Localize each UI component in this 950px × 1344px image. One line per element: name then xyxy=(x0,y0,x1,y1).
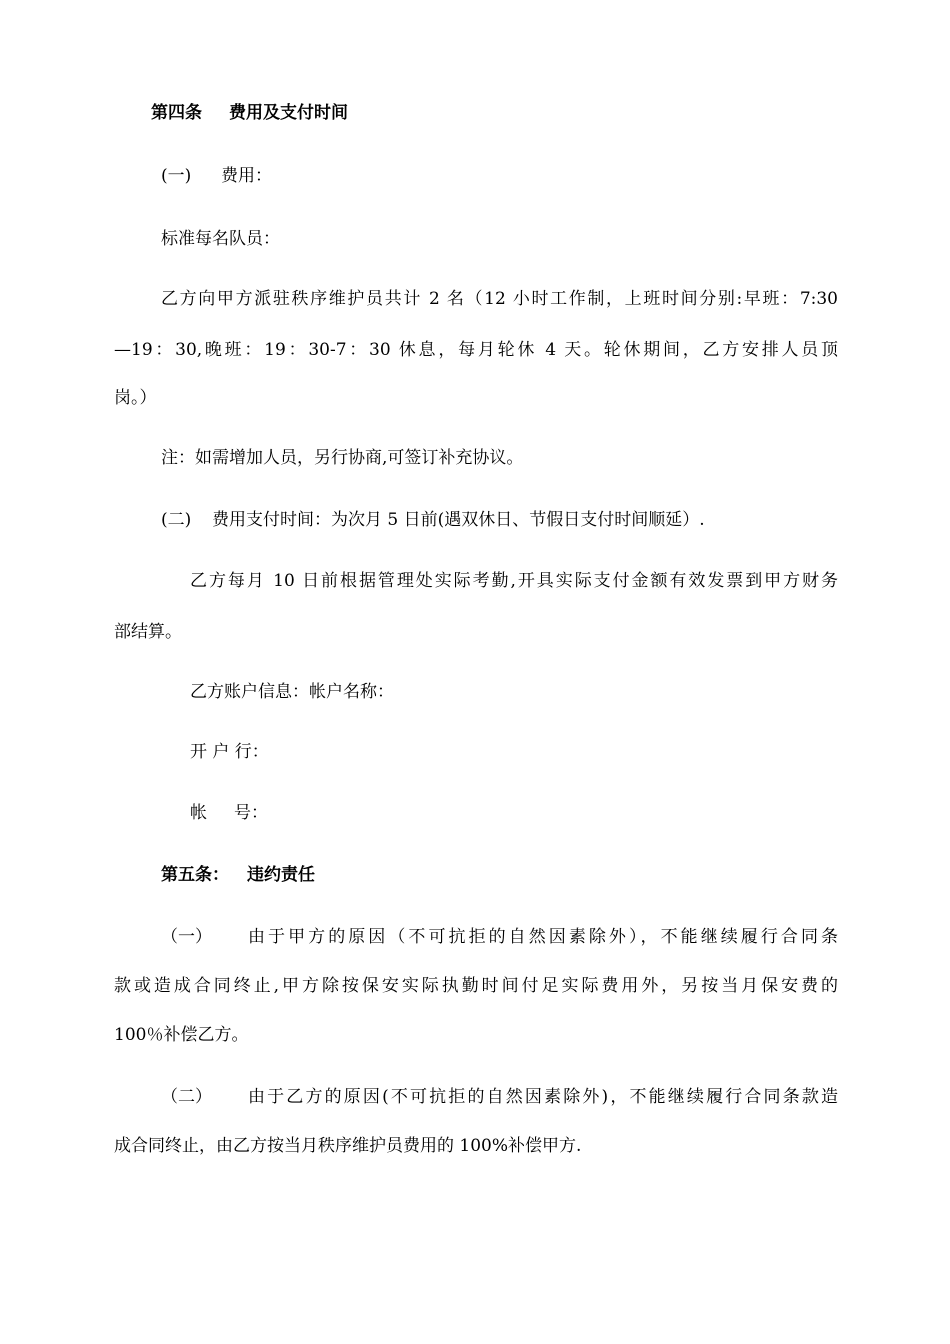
standard-per-member: 标准每名队员： xyxy=(161,229,280,249)
breach-1-line-3: 100％补偿乙方。 xyxy=(114,1025,249,1045)
breach-2-mark: （二） xyxy=(161,1087,212,1107)
account-info-label: 乙方账户信息：帐户名称： xyxy=(190,682,394,702)
bank-label: 开 户 行： xyxy=(190,742,269,762)
article-5-title: 违约责任 xyxy=(247,865,315,885)
subsection-1-title: 费用： xyxy=(221,166,272,186)
article-4-number: 第四条 xyxy=(151,103,202,123)
breach-1-line-2: 款或造成合同终止,甲方除按保安实际执勤时间付足实际费用外，另按当月保安费的 xyxy=(114,976,838,996)
subsection-2-mark: (二) xyxy=(161,510,192,530)
payment-time-text: 费用支付时间：为次月 5 日前(遇双休日、节假日支付时间顺延）. xyxy=(212,510,705,530)
note-paragraph: 注：如需增加人员，另行协商,可签订补充协议。 xyxy=(161,448,524,468)
staffing-paragraph-line-1: 乙方向甲方派驻秩序维护员共计 2 名（12 小时工作制，上班时间分别:早班：7:30 xyxy=(161,289,838,309)
subsection-1-mark: (一) xyxy=(161,166,192,186)
breach-2-line-1: 由于乙方的原因(不可抗拒的自然因素除外)，不能继续履行合同条款造 xyxy=(248,1087,838,1107)
breach-2-line-2: 成合同终止，由乙方按当月秩序维护员费用的 100%补偿甲方. xyxy=(114,1136,582,1156)
invoice-paragraph-line-2: 部结算。 xyxy=(114,622,182,642)
breach-1-line-1: 由于甲方的原因（不可抗拒的自然因素除外），不能继续履行合同条 xyxy=(248,927,838,947)
staffing-paragraph-line-3: 岗。） xyxy=(114,388,157,408)
article-4-title: 费用及支付时间 xyxy=(229,103,348,123)
breach-1-mark: （一） xyxy=(161,927,212,947)
staffing-paragraph-line-2: —19：30,晚班：19：30-7：30 休息，每月轮休 4 天。轮休期间，乙方安排人员顶 xyxy=(114,340,838,360)
invoice-paragraph-line-1: 乙方每月 10 日前根据管理处实际考勤,开具实际支付金额有效发票到甲方财务 xyxy=(190,571,838,591)
article-5-number: 第五条： xyxy=(161,865,229,885)
account-number-label: 帐 号： xyxy=(190,803,269,823)
